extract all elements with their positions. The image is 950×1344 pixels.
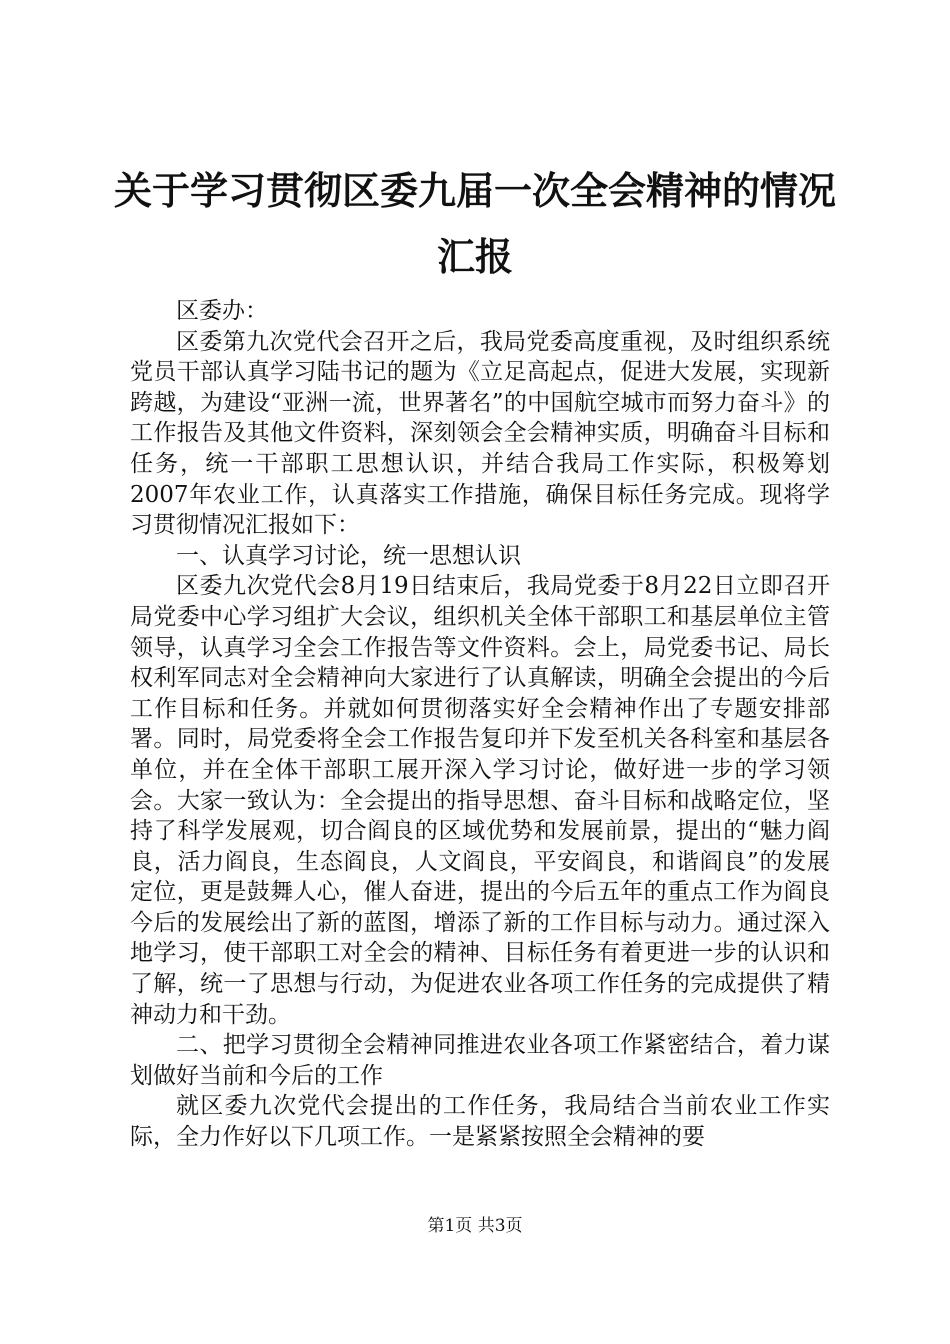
section-1-paragraph: 区委九次党代会8月19日结束后，我局党委于8月22日立即召开局党委中心学习组扩大会议，组织机关全体干部职工和基层单位主管领导，认真学习全会工作报告等文件资料。会上，局党委书记、局长权利军同志对全会精神向大家进行了认真解读，明确全会提出的今后工作目标和任务。并就如何贯彻落实好全会精神作出了专题安排部署。同时，局党委将全会工作报告复印并下发至机关各科室和基层各单位，并在全体干部职工展开深入学习讨论，做好进一步的学习领会。大家一致认为：全会提出的指导思想、奋斗目标和战略定位，坚持了科学发展观，切合阎良的区域优势和发展前景，提出的“魅力阎良，活力阎良，生态阎良，人文阎良，平安阎良，和谐阎良”的发展定位，更是鼓舞人心，催人奋进，提出的今后五年的重点工作为阎良今后的发展绘出了新的蓝图，增添了新的工作目标与动力。通过深入地学习，使干部职工对全会的精神、目标任务有着更进一步的认识和了解，统一了思想与行动，为促进农业各项工作任务的完成提供了精神动力和干劲。 <box>130 573 830 1028</box>
intro-paragraph: 区委第九次党代会召开之后，我局党委高度重视，及时组织系统党员干部认真学习陆书记的题为《立足高起点，促进大发展，实现新跨越，为建设“亚洲一流，世界著名”的中国航空城市而努力奋斗》的工作报告及其他文件资料，深刻领会全会精神实质，明确奋斗目标和任务，统一干部职工思想认识，并结合我局工作实际，积极筹划2007年农业工作，认真落实工作措施，确保目标任务完成。现将学习贯彻情况汇报如下： <box>130 328 830 539</box>
salutation: 区委办： <box>176 298 268 324</box>
document-title: 关于学习贯彻区委九届一次全会精神的情况汇报 <box>113 168 836 279</box>
section-heading-2: 二、把学习贯彻全会精神同推进农业各项工作紧密结合，着力谋划做好当前和今后的工作 <box>130 1032 830 1089</box>
document-body <box>130 296 830 1153</box>
section-heading-1: 一、认真学习讨论，统一思想认识 <box>176 542 521 569</box>
page-footer: 第1页 共3页 <box>427 1216 523 1236</box>
section-2-paragraph: 就区委九次党代会提出的工作任务，我局结合当前农业工作实际，全力作好以下几项工作。一是紧紧按照全会精神的要 <box>130 1093 830 1151</box>
